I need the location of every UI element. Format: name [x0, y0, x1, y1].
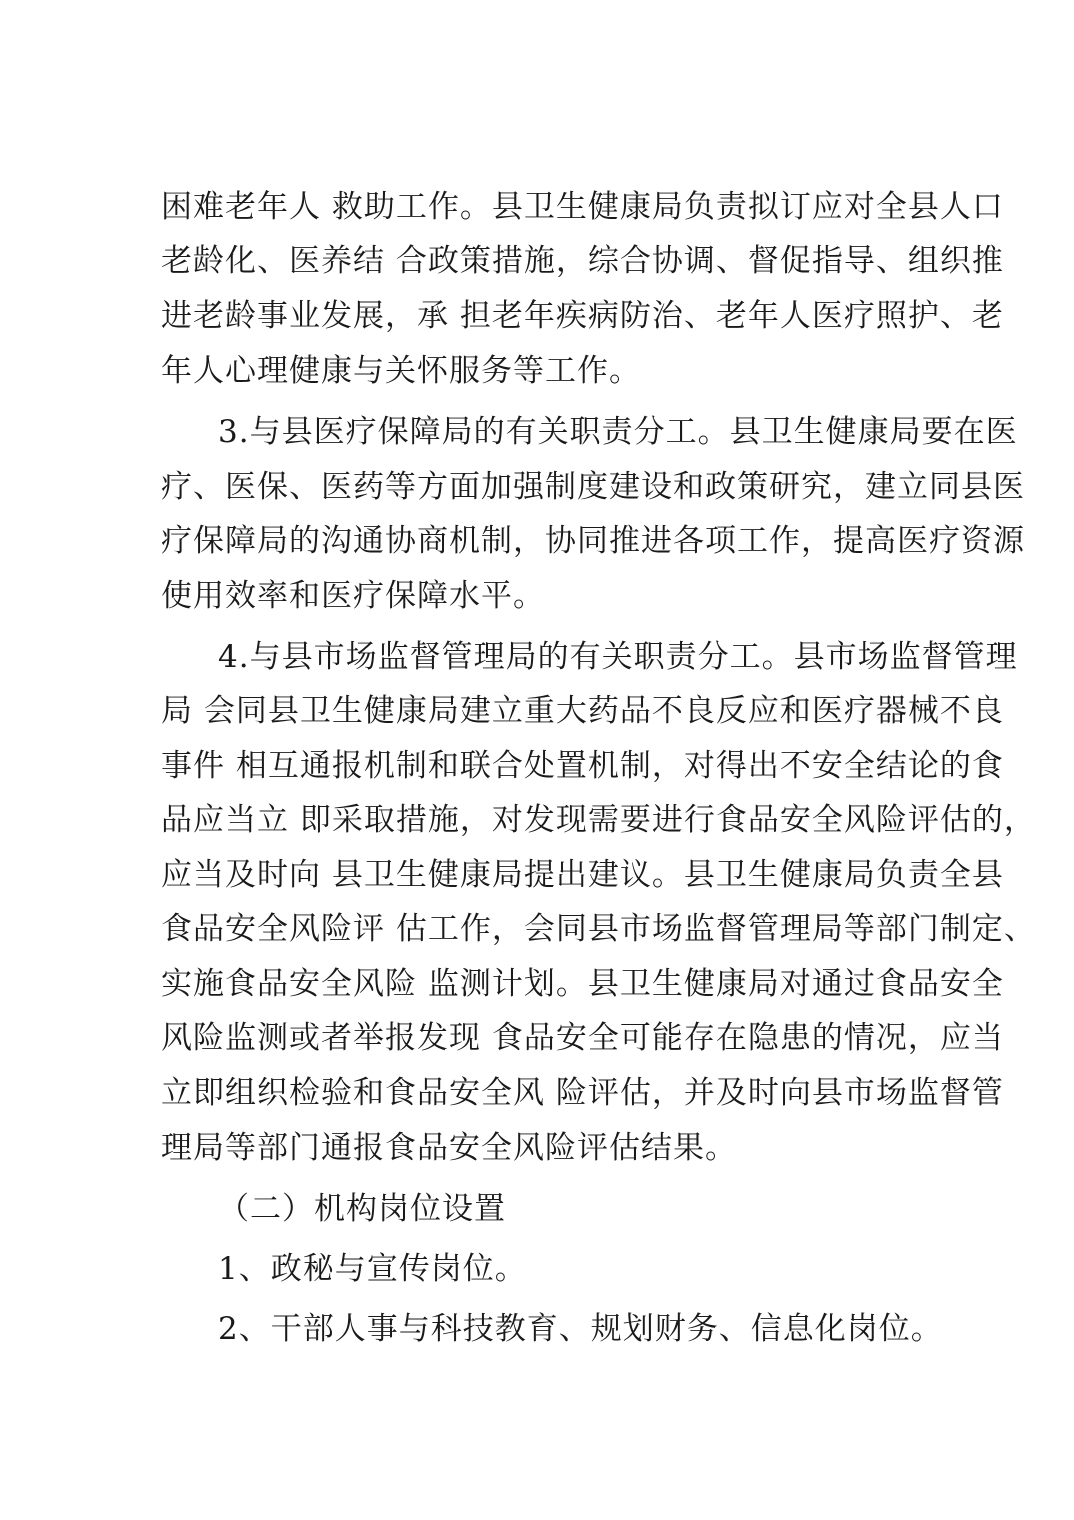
- paragraph-line: 困难老年人 救助工作。县卫生健康局负责拟订应对全县人口: [161, 189, 1004, 225]
- paragraph-line: 老龄化、医养结 合政策措施，综合协调、督促指导、组织推: [161, 243, 1004, 279]
- paragraph-line: 进老龄事业发展，承 担老年疾病防治、老年人医疗照护、老: [161, 298, 1004, 334]
- list-item: 1、政秘与宣传岗位。: [218, 1251, 527, 1287]
- paragraph-line: 4.与县市场监督管理局的有关职责分工。县市场监督管理: [218, 639, 1018, 675]
- paragraph-line: 事件 相互通报机制和联合处置机制，对得出不安全结论的食: [161, 748, 1004, 784]
- paragraph-line: 立即组织检验和食品安全风 险评估，并及时向县市场监督管: [161, 1075, 1004, 1111]
- paragraph-line: 疗保障局的沟通协商机制，协同推进各项工作，提高医疗资源: [161, 523, 1025, 559]
- paragraph-line: 理局等部门通报食品安全风险评估结果。: [161, 1130, 737, 1166]
- paragraph-line: 局 会同县卫生健康局建立重大药品不良反应和医疗器械不良: [161, 693, 1004, 729]
- paragraph-line: 疗、医保、医药等方面加强制度建设和政策研究，建立同县医: [161, 469, 1025, 505]
- paragraph-line: 3.与县医疗保障局的有关职责分工。县卫生健康局要在医: [218, 414, 1018, 450]
- paragraph-line: 风险监测或者举报发现 食品安全可能存在隐患的情况，应当: [161, 1020, 1004, 1056]
- paragraph-line: 实施食品安全风险 监测计划。县卫生健康局对通过食品安全: [161, 966, 1004, 1002]
- paragraph-line: 年人心理健康与关怀服务等工作。: [161, 353, 641, 389]
- list-item: 2、干部人事与科技教育、规划财务、信息化岗位。: [218, 1311, 943, 1347]
- paragraph-line: 应当及时向 县卫生健康局提出建议。县卫生健康局负责全县: [161, 857, 1004, 893]
- paragraph-line: 食品安全风险评 估工作，会同县市场监督管理局等部门制定、: [161, 911, 1036, 947]
- section-heading: （二）机构岗位设置: [218, 1191, 506, 1227]
- paragraph-line: 使用效率和医疗保障水平。: [161, 578, 545, 614]
- paragraph-line: 品应当立 即采取措施，对发现需要进行食品安全风险评估的，: [161, 802, 1036, 838]
